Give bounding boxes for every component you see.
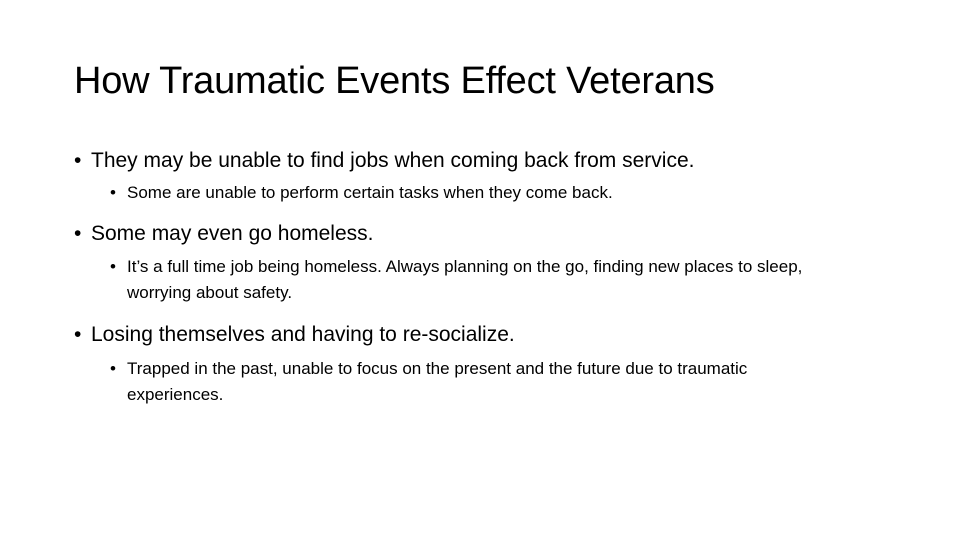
bullet-dot: • xyxy=(110,359,116,378)
bullet-text: Losing themselves and having to re-socialize. xyxy=(91,323,515,346)
sub-bullet-text: Some are unable to perform certain tasks when they come back. xyxy=(127,183,613,202)
bullet-item xyxy=(74,318,894,352)
slide-title: How Traumatic Events Effect Veterans xyxy=(74,60,715,102)
sub-bullet-item xyxy=(110,356,847,408)
bullet-item xyxy=(74,217,894,251)
sub-bullet-text: It’s a full time job being homeless. Always planning on the go, finding new places to sleep, worrying about safety. xyxy=(127,257,803,302)
bullet-item xyxy=(74,144,894,178)
bullet-dot: • xyxy=(74,149,82,172)
sub-bullet-item xyxy=(110,254,847,306)
bullet-list xyxy=(74,144,894,408)
bullet-dot: • xyxy=(74,222,82,245)
sub-bullet-item xyxy=(110,180,847,206)
sub-bullet-text: Trapped in the past, unable to focus on the present and the future due to traumatic experiences. xyxy=(127,359,748,404)
bullet-dot: • xyxy=(74,323,82,346)
bullet-text: Some may even go homeless. xyxy=(91,222,374,245)
bullet-dot: • xyxy=(110,183,116,202)
bullet-dot: • xyxy=(110,257,116,276)
bullet-text: They may be unable to find jobs when coming back from service. xyxy=(91,149,695,172)
